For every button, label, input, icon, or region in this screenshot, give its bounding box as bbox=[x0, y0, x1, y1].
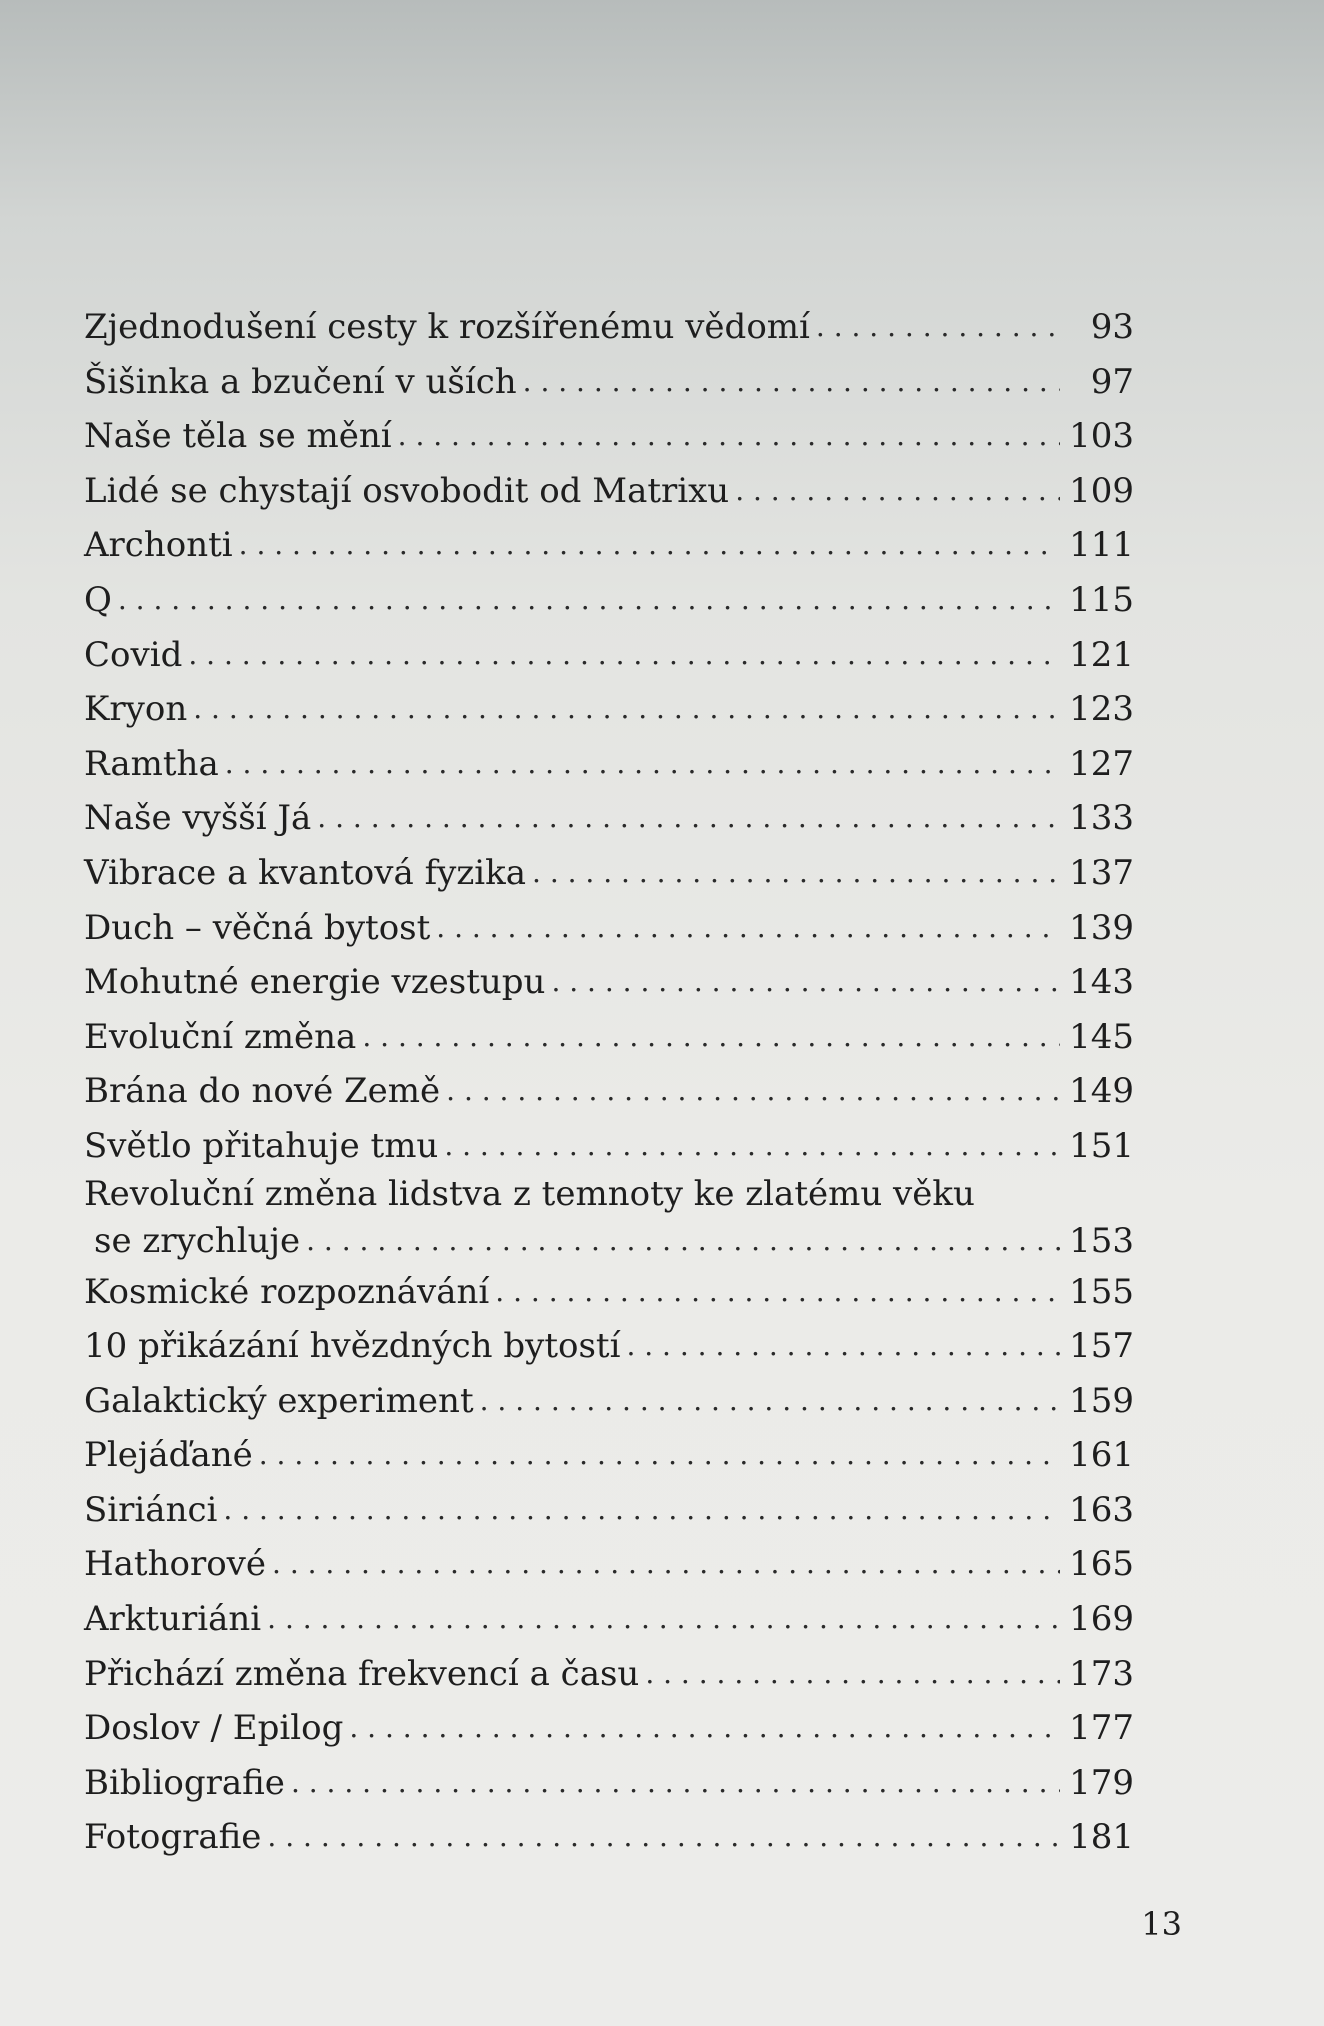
toc-entry-page: 149 bbox=[1069, 1071, 1134, 1112]
toc-entry bbox=[84, 300, 1134, 355]
toc-entry bbox=[84, 1701, 1134, 1756]
toc-entry-page: 161 bbox=[1069, 1435, 1134, 1476]
toc-entry bbox=[84, 682, 1134, 737]
toc-entry-page: 157 bbox=[1069, 1326, 1134, 1367]
dot-leader bbox=[267, 1808, 1060, 1865]
toc-entry-page: 143 bbox=[1069, 962, 1134, 1003]
toc-entry bbox=[84, 628, 1134, 683]
toc-entry-title: Revoluční změna lidstva z temnoty ke zlatému věku bbox=[84, 1173, 975, 1214]
dot-leader bbox=[523, 353, 1060, 410]
toc-entry-page: 173 bbox=[1069, 1653, 1134, 1694]
toc-entry-page: 111 bbox=[1069, 525, 1134, 566]
toc-entry-page: 115 bbox=[1069, 579, 1134, 620]
toc-entry-title-continued: se zrychluje bbox=[94, 1220, 301, 1261]
toc-entry-title: Fotografie bbox=[84, 1817, 262, 1858]
toc-entry-page: 109 bbox=[1069, 470, 1134, 511]
dot-leader bbox=[349, 1699, 1060, 1756]
toc-entry bbox=[84, 1592, 1134, 1647]
dot-leader bbox=[317, 789, 1060, 846]
toc-entry bbox=[84, 1537, 1134, 1592]
toc-entry bbox=[84, 1647, 1134, 1702]
toc-entry-title: Kryon bbox=[84, 689, 188, 730]
page-number: 13 bbox=[1141, 1905, 1182, 1943]
toc-entry-title: Mohutné energie vzestupu bbox=[84, 962, 546, 1003]
dot-leader bbox=[272, 1535, 1060, 1592]
dot-leader bbox=[239, 516, 1060, 573]
dot-leader bbox=[444, 1117, 1060, 1174]
dot-leader bbox=[306, 1212, 1060, 1269]
toc-entry-title: Duch – věčná bytost bbox=[84, 907, 431, 948]
dot-leader bbox=[362, 1008, 1060, 1065]
dot-leader bbox=[551, 953, 1060, 1010]
toc-entry bbox=[84, 737, 1134, 792]
toc-entry-title: Evoluční změna bbox=[84, 1016, 357, 1057]
dot-leader bbox=[735, 462, 1060, 519]
toc-entry-title: Plejáďané bbox=[84, 1435, 253, 1476]
dot-leader bbox=[291, 1754, 1060, 1811]
toc-entry bbox=[84, 901, 1134, 956]
toc-entry-page: 145 bbox=[1069, 1016, 1134, 1057]
dot-leader bbox=[645, 1645, 1060, 1702]
toc-entry-title: Přichází změna frekvencí a času bbox=[84, 1653, 640, 1694]
toc-entry bbox=[84, 1064, 1134, 1119]
table-of-contents bbox=[84, 300, 1134, 1865]
toc-entry-title: Siriánci bbox=[84, 1489, 218, 1530]
dot-leader bbox=[532, 844, 1060, 901]
toc-entry-page: 155 bbox=[1069, 1271, 1134, 1312]
dot-leader bbox=[398, 407, 1060, 464]
toc-entry bbox=[84, 1756, 1134, 1811]
toc-entry-page: 159 bbox=[1069, 1380, 1134, 1421]
toc-entry-page: 137 bbox=[1069, 852, 1134, 893]
toc-entry-page: 97 bbox=[1090, 361, 1134, 402]
dot-leader bbox=[225, 735, 1060, 792]
toc-entry-page: 179 bbox=[1069, 1762, 1134, 1803]
toc-entry-title: Ramtha bbox=[84, 743, 219, 784]
toc-entry-title: Brána do nové Země bbox=[84, 1071, 441, 1112]
dot-leader bbox=[259, 1426, 1060, 1483]
toc-entry-title: Světlo přitahuje tmu bbox=[84, 1125, 439, 1166]
toc-entry-title: Doslov / Epilog bbox=[84, 1708, 344, 1749]
toc-entry-title: Lidé se chystají osvobodit od Matrixu bbox=[84, 470, 730, 511]
toc-entry bbox=[84, 409, 1134, 464]
toc-entry-page: 127 bbox=[1069, 743, 1134, 784]
toc-entry-title: Naše těla se mění bbox=[84, 416, 392, 457]
toc-entry-page: 151 bbox=[1069, 1125, 1134, 1166]
toc-entry bbox=[84, 1010, 1134, 1065]
toc-entry bbox=[84, 1428, 1134, 1483]
toc-entry-title: Kosmické rozpoznávání bbox=[84, 1271, 490, 1312]
dot-leader bbox=[816, 298, 1060, 355]
dot-leader bbox=[188, 626, 1060, 683]
toc-entry bbox=[84, 1174, 1134, 1265]
toc-entry bbox=[84, 573, 1134, 628]
toc-entry bbox=[84, 1810, 1134, 1865]
dot-leader bbox=[626, 1317, 1060, 1374]
toc-entry-title: Galaktický experiment bbox=[84, 1380, 474, 1421]
toc-entry bbox=[84, 518, 1134, 573]
dot-leader bbox=[495, 1263, 1060, 1320]
dot-leader bbox=[118, 571, 1060, 628]
toc-entry bbox=[84, 1374, 1134, 1429]
toc-entry-page: 181 bbox=[1069, 1817, 1134, 1858]
toc-entry bbox=[84, 791, 1134, 846]
toc-entry-page: 169 bbox=[1069, 1599, 1134, 1640]
toc-entry-title: Bibliografie bbox=[84, 1762, 285, 1803]
dot-leader bbox=[436, 899, 1060, 956]
dot-leader bbox=[223, 1481, 1060, 1538]
toc-entry-title: 10 přikázání hvězdných bytostí bbox=[84, 1326, 621, 1367]
toc-entry-title: Q bbox=[84, 579, 112, 620]
toc-entry-page: 93 bbox=[1090, 307, 1134, 347]
toc-entry-title: Arkturiáni bbox=[84, 1599, 262, 1640]
toc-entry bbox=[84, 1265, 1134, 1320]
toc-entry-title: Archonti bbox=[84, 525, 233, 566]
toc-entry bbox=[84, 1319, 1134, 1374]
toc-entry-title: Naše vyšší Já bbox=[84, 798, 312, 839]
toc-entry-title: Šišinka a bzučení v uších bbox=[84, 361, 517, 402]
toc-entry bbox=[84, 1119, 1134, 1174]
dot-leader bbox=[267, 1590, 1060, 1647]
toc-entry bbox=[84, 464, 1134, 519]
toc-entry-page: 153 bbox=[1069, 1220, 1134, 1261]
toc-entry bbox=[84, 1483, 1134, 1538]
toc-entry-page: 121 bbox=[1069, 634, 1134, 675]
dot-leader bbox=[193, 680, 1060, 737]
toc-entry-page: 139 bbox=[1069, 907, 1134, 948]
toc-entry bbox=[84, 355, 1134, 410]
toc-entry-title: Vibrace a kvantová fyzika bbox=[84, 852, 527, 893]
toc-entry-page: 177 bbox=[1069, 1708, 1134, 1749]
toc-entry-page: 133 bbox=[1069, 798, 1134, 839]
toc-entry-page: 123 bbox=[1069, 689, 1134, 730]
toc-entry-title: Hathorové bbox=[84, 1544, 267, 1585]
toc-entry-title: Zjednodušení cesty k rozšířenému vědomí bbox=[84, 307, 810, 347]
dot-leader bbox=[480, 1372, 1060, 1429]
toc-entry bbox=[84, 955, 1134, 1010]
toc-entry bbox=[84, 846, 1134, 901]
toc-entry-page: 165 bbox=[1069, 1544, 1134, 1585]
dot-leader bbox=[446, 1062, 1060, 1119]
toc-entry-page: 163 bbox=[1069, 1489, 1134, 1530]
toc-entry-title: Covid bbox=[84, 634, 183, 675]
toc-entry-page: 103 bbox=[1069, 416, 1134, 457]
